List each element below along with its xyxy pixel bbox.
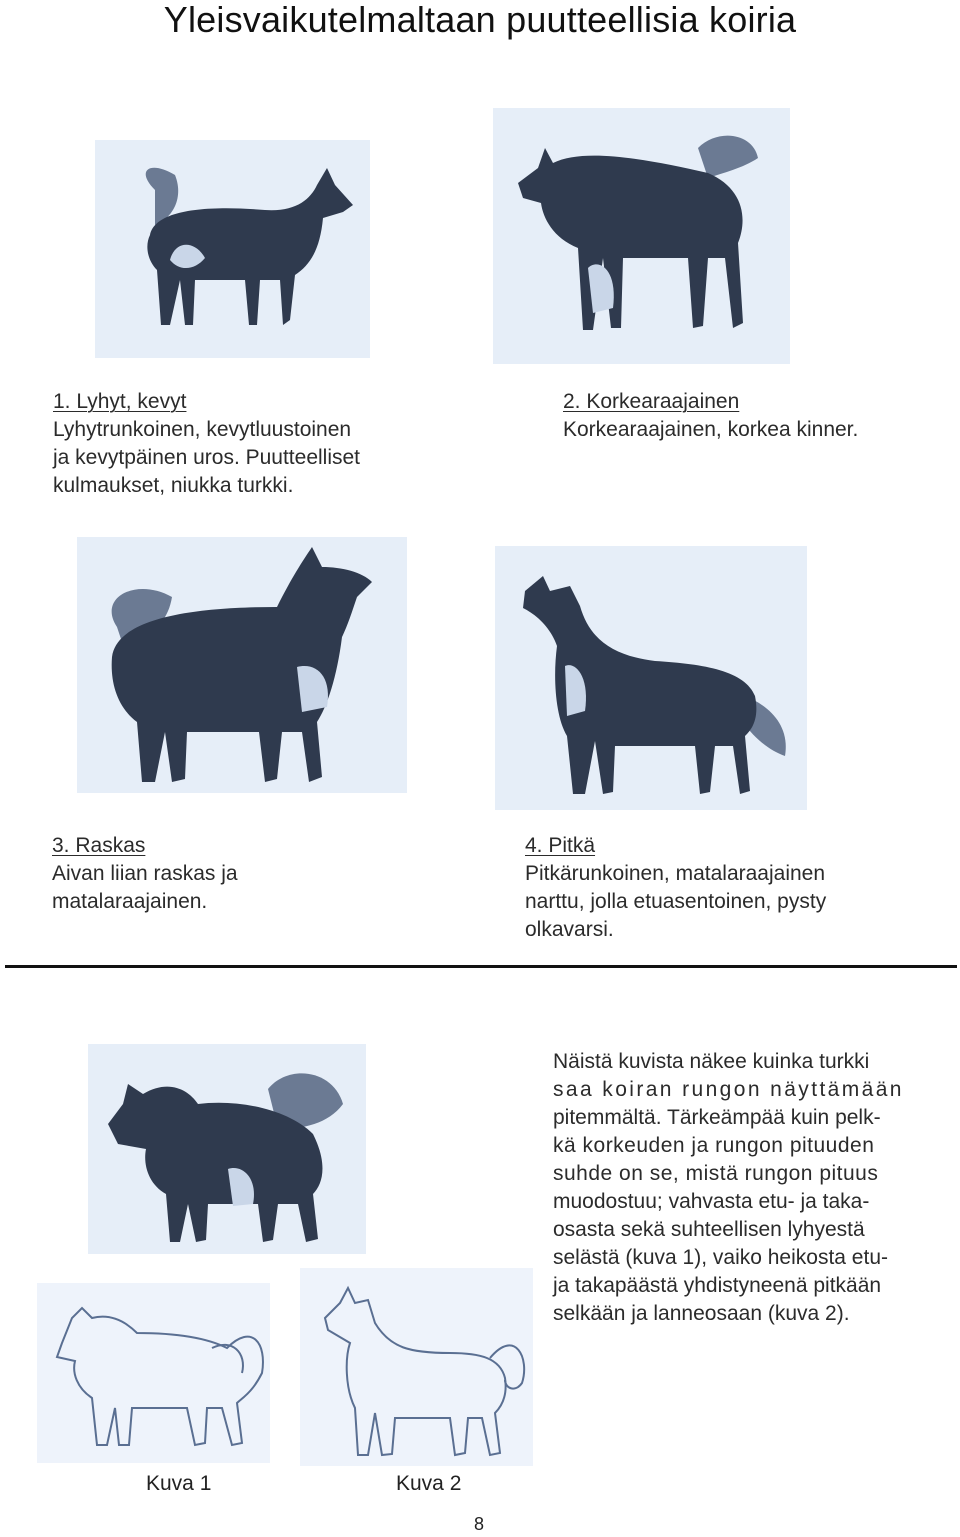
figure-caption-line: matalaraajainen. xyxy=(52,890,208,913)
figure-caption-4 xyxy=(525,832,826,944)
figure-caption-line: Korkearaajainen, korkea kinner. xyxy=(563,418,859,441)
figure-caption-line: olkavarsi. xyxy=(525,918,614,941)
kuva-1-label: Kuva 1 xyxy=(146,1472,212,1495)
figure-caption-1 xyxy=(53,388,360,500)
dog-illustration-4 xyxy=(495,546,807,810)
paragraph-line: saa koiran rungon näyttämään xyxy=(553,1078,904,1101)
figure-caption-line: ja kevytpäinen uros. Puutteelliset xyxy=(53,446,361,469)
dog-illustration-icon xyxy=(77,537,407,793)
kuva-2-label: Kuva 2 xyxy=(396,1472,462,1495)
paragraph-line: pitemmältä. Tärkeämpää kuin pelk- xyxy=(553,1106,881,1129)
figure-caption-3 xyxy=(52,832,238,916)
figure-caption-line: Pitkärunkoinen, matalaraajainen xyxy=(525,862,826,885)
paragraph-line: selästä (kuva 1), vaiko heikosta etu- xyxy=(553,1246,888,1269)
figure-caption-2 xyxy=(563,388,858,444)
paragraph-line: muodostuu; vahvasta etu- ja taka- xyxy=(553,1190,870,1213)
dog-illustration-icon xyxy=(88,1044,366,1254)
figure-caption-line: Lyhytrunkoinen, kevytluustoinen xyxy=(53,418,352,441)
dog-illustration-1 xyxy=(95,140,370,358)
dog-illustration-3 xyxy=(77,537,407,793)
paragraph-line: Näistä kuvista näkee kuinka turkki xyxy=(553,1050,870,1073)
dog-outline-drawing-icon xyxy=(37,1283,270,1463)
body-paragraph xyxy=(553,1048,919,1328)
figure-heading: 2. Korkearaajainen xyxy=(563,390,740,413)
section-divider xyxy=(5,965,957,968)
paragraph-line: ja takapäästä yhdistyneenä pitkään xyxy=(553,1274,882,1297)
dog-illustration-2 xyxy=(493,108,790,364)
paragraph-line: selkään ja lanneosaan (kuva 2). xyxy=(553,1302,850,1325)
paragraph-line: kä korkeuden ja rungon pituuden xyxy=(553,1134,875,1157)
paragraph-line: suhde on se, mistä rungon pituus xyxy=(553,1162,879,1185)
figure-caption-line: narttu, jolla etuasentoinen, pysty xyxy=(525,890,827,913)
figure-caption-line: Aivan liian raskas ja xyxy=(52,862,238,885)
dog-illustration-icon xyxy=(493,108,790,364)
dog-outline-drawing-kuva-1 xyxy=(37,1283,270,1463)
figure-caption-line: kulmaukset, niukka turkki. xyxy=(53,474,294,497)
figure-heading: 3. Raskas xyxy=(52,834,146,857)
dog-illustration-icon xyxy=(495,546,807,810)
figure-heading: 1. Lyhyt, kevyt xyxy=(53,390,187,413)
figure-heading: 4. Pitkä xyxy=(525,834,596,857)
page-number: 8 xyxy=(474,1514,485,1534)
dog-illustration-5 xyxy=(88,1044,366,1254)
page-title: Yleisvaikutelmaltaan puutteellisia koiria xyxy=(163,0,797,40)
paragraph-line: osasta sekä suhteellisen lyhyestä xyxy=(553,1218,865,1241)
dog-illustration-icon xyxy=(95,140,370,358)
dog-outline-drawing-kuva-2 xyxy=(300,1268,533,1466)
dog-outline-drawing-icon xyxy=(300,1268,533,1466)
